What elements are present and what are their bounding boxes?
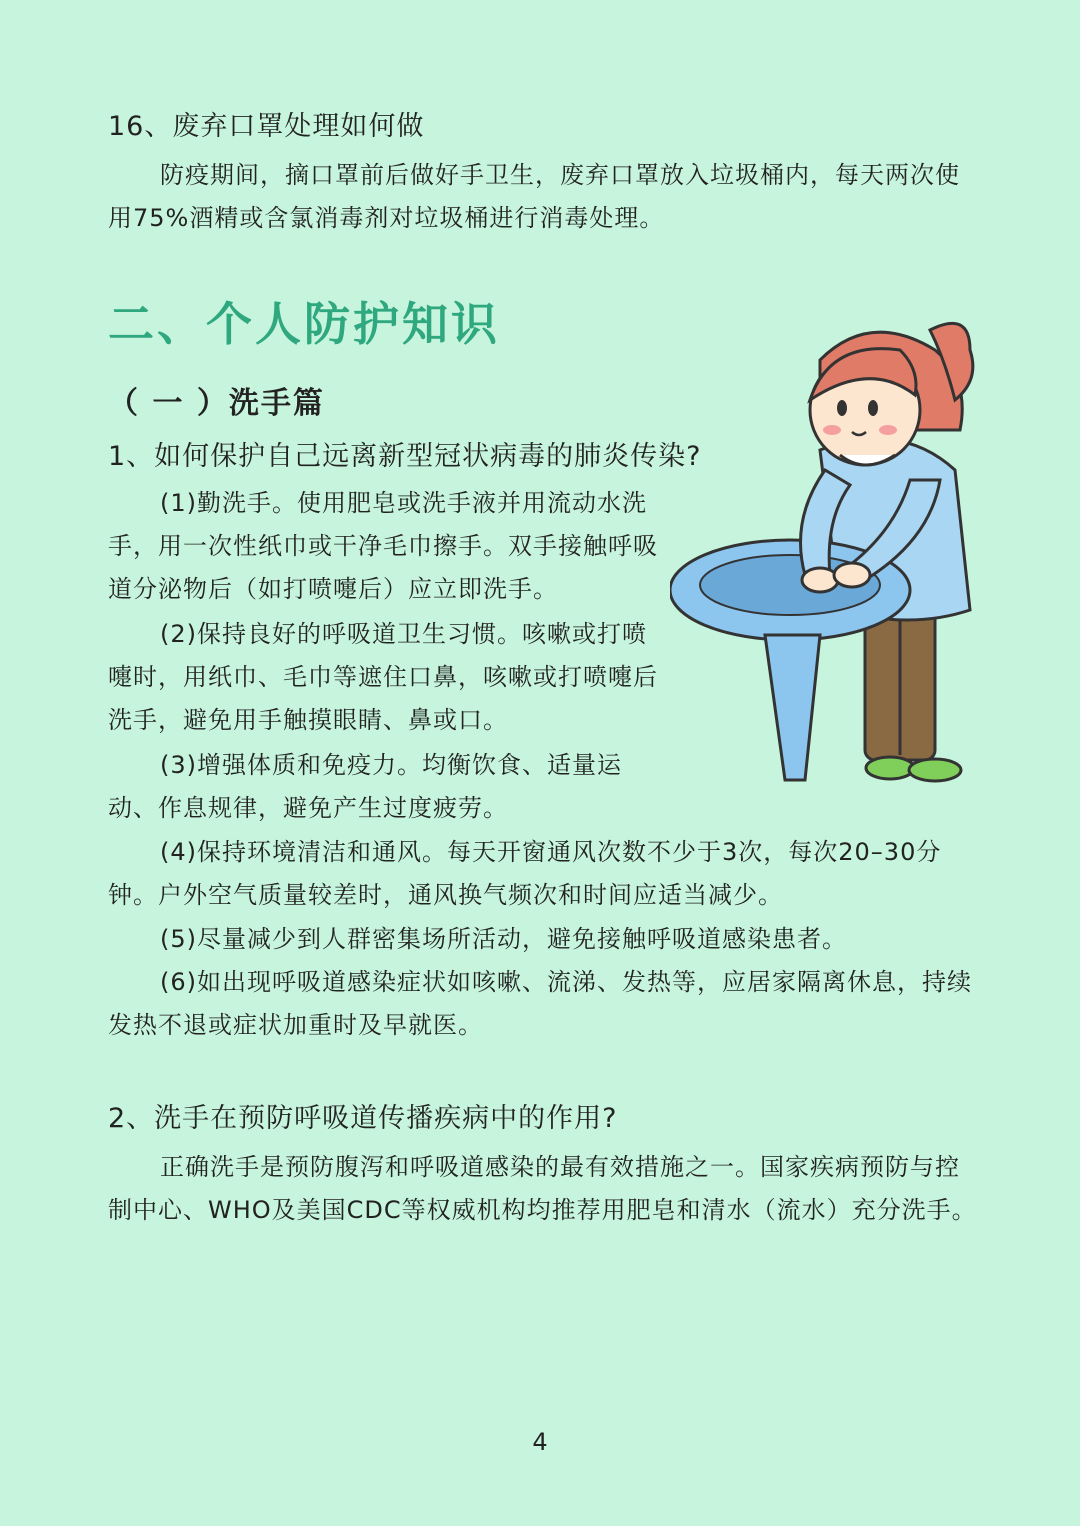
q1-point-6: (6)如出现呼吸道感染症状如咳嗽、流涕、发热等，应居家隔离休息，持续发热不退或症状加重时及早就医。: [108, 968, 972, 1039]
girl-washing-hands-icon: [670, 300, 980, 800]
question-2-title: 2、洗手在预防呼吸道传播疾病中的作用?: [108, 1103, 618, 1134]
q1-point-1: (1)勤洗手。使用肥皂或洗手液并用流动水洗手，用一次性纸巾或干净毛巾擦手。双手接触呼吸道分泌物后（如打喷嚏后）应立即洗手。: [108, 489, 658, 603]
page-number: 4: [532, 1428, 548, 1456]
q1-point-5: (5)尽量减少到人群密集场所活动，避免接触呼吸道感染患者。: [160, 925, 847, 953]
q1-point-4: (4)保持环境清洁和通风。每天开窗通风次数不少于3次，每次20–30分钟。户外空气质量较差时，通风换气频次和时间应适当减少。: [108, 838, 942, 909]
q2-body: 正确洗手是预防腹泻和呼吸道感染的最有效措施之一。国家疾病预防与控制中心、WHO及美国CDC等权威机构均推荐用肥皂和清水（流水）充分洗手。: [108, 1153, 977, 1224]
question-1-title: 1、如何保护自己远离新型冠状病毒的肺炎传染?: [108, 441, 702, 472]
item16-title: 16、废弃口罩处理如何做: [108, 111, 425, 142]
q1-point-2: (2)保持良好的呼吸道卫生习惯。咳嗽或打喷嚏时，用纸巾、毛巾等遮住口鼻，咳嗽或打喷嚏后洗手，避免用手触摸眼睛、鼻或口。: [108, 620, 658, 734]
q1-point-3: (3)增强体质和免疫力。均衡饮食、适量运动、作息规律，避免产生过度疲劳。: [108, 751, 622, 822]
item16-body: 防疫期间，摘口罩前后做好手卫生，废弃口罩放入垃圾桶内，每天两次使用75%酒精或含氯消毒剂对垃圾桶进行消毒处理。: [108, 161, 960, 232]
section-title: 二、个人防护知识: [108, 297, 500, 351]
section-subtitle: （ 一 ）洗手篇: [108, 386, 325, 421]
